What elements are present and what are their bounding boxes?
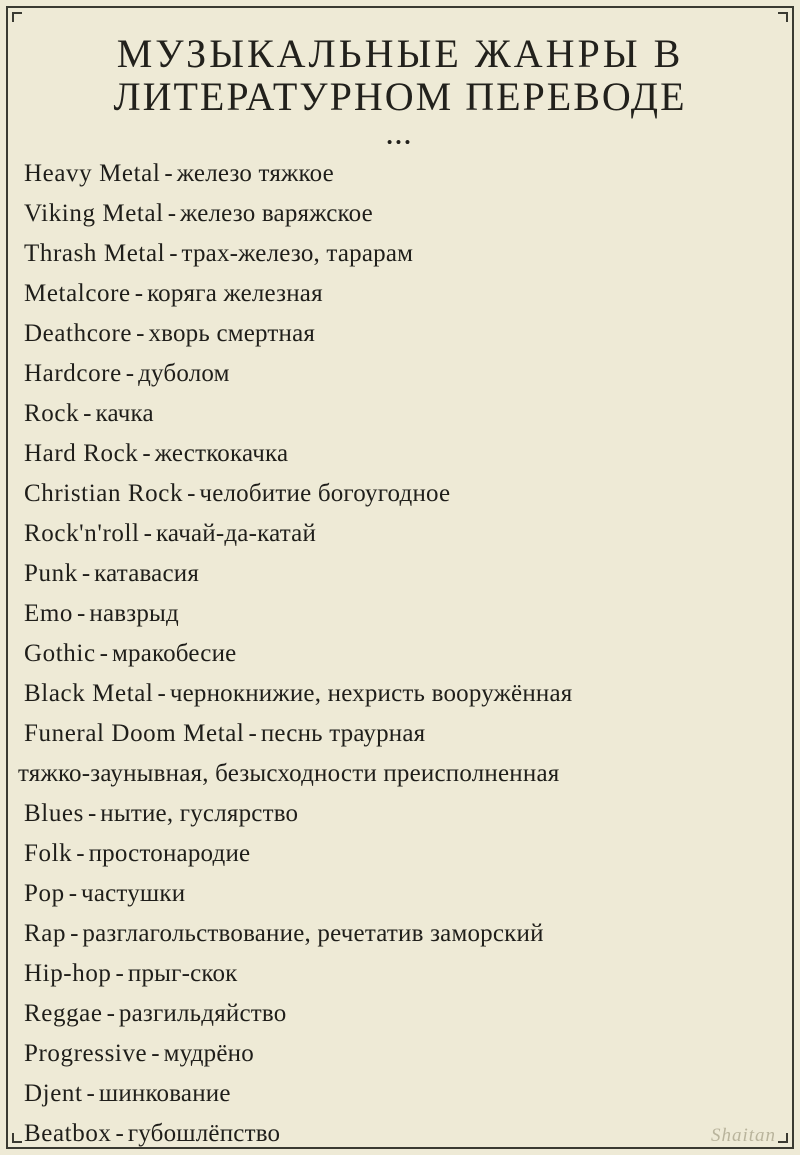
- genre-name: Black Metal: [24, 679, 154, 707]
- genre-list: [20, 154, 780, 1154]
- dash: -: [164, 159, 173, 187]
- title-line-2: ЛИТЕРАТУРНОМ ПЕРЕВОДЕ: [113, 73, 687, 119]
- genre-translation: качай-да-катай: [155, 519, 317, 547]
- dash: -: [157, 679, 166, 707]
- list-item: [24, 394, 780, 434]
- title-line-1: МУЗЫКАЛЬНЫЕ ЖАНРЫ В: [116, 31, 684, 77]
- list-item: [24, 274, 780, 314]
- genre-translation: прыг-скок: [127, 959, 238, 987]
- genre-translation: разглагольствование, речетатив заморский: [82, 919, 544, 947]
- list-item: [24, 154, 780, 194]
- genre-name: Folk: [24, 839, 73, 867]
- list-item: [24, 1034, 780, 1074]
- genre-name: Reggae: [24, 999, 103, 1027]
- genre-translation: качка: [95, 399, 154, 427]
- genre-name: Rock'n'roll: [24, 519, 140, 547]
- list-item: [24, 354, 780, 394]
- genre-name: Hip-hop: [24, 959, 112, 987]
- dash: -: [187, 479, 196, 507]
- dash: -: [115, 959, 124, 987]
- dash: -: [143, 519, 152, 547]
- dash: -: [77, 599, 86, 627]
- list-item: [24, 914, 780, 954]
- genre-name: Hard Rock: [24, 439, 139, 467]
- dash: -: [68, 879, 78, 907]
- list-item: [24, 434, 780, 474]
- dash: -: [125, 359, 135, 387]
- genre-name: Thrash Metal: [24, 239, 166, 267]
- genre-name: Rock: [24, 399, 80, 427]
- list-item: [24, 474, 780, 514]
- genre-translation-continuation: тяжко-заунывная, безысходности преисполненная: [18, 759, 560, 787]
- genre-name: Gothic: [24, 639, 96, 667]
- genre-translation: железо тяжкое: [176, 159, 334, 187]
- dash: -: [70, 919, 79, 947]
- dash: -: [248, 719, 257, 747]
- genre-name: Christian Rock: [24, 479, 184, 507]
- list-item: [24, 634, 780, 674]
- dash: -: [106, 999, 115, 1027]
- dash: -: [99, 639, 108, 667]
- dash: -: [87, 799, 97, 827]
- list-item: [24, 874, 780, 914]
- list-item: [24, 194, 780, 234]
- page-title: [20, 33, 780, 118]
- list-item: [24, 314, 780, 354]
- author-signature: Shaitan: [710, 1125, 776, 1146]
- title-separator-dots: •••: [386, 132, 414, 152]
- genre-name: Funeral Doom Metal: [24, 719, 245, 747]
- genre-name: Beatbox: [24, 1119, 112, 1147]
- list-item: [24, 234, 780, 274]
- genre-translation: песнь траурная: [260, 719, 426, 747]
- genre-translation: мракобесие: [111, 639, 237, 667]
- genre-name: Viking Metal: [24, 199, 164, 227]
- genre-translation: частушки: [81, 879, 186, 907]
- genre-translation: железо варяжское: [180, 199, 373, 227]
- genre-name: Pop: [24, 879, 65, 907]
- genre-translation: катавасия: [94, 559, 200, 587]
- genre-translation: дуболом: [138, 359, 230, 387]
- genre-translation: жесткокачка: [154, 439, 289, 467]
- genre-translation: простонародие: [88, 839, 251, 867]
- list-item: [24, 1074, 780, 1114]
- dash: -: [76, 839, 85, 867]
- genre-translation: коряга железная: [147, 279, 323, 307]
- dash: -: [151, 1039, 160, 1067]
- genre-translation: мудрёно: [163, 1039, 254, 1067]
- genre-name: Rap: [24, 919, 67, 947]
- genre-name: Heavy Metal: [24, 159, 161, 187]
- genre-translation: чернокнижие, нехристь вооружённая: [169, 679, 573, 707]
- list-item: [24, 794, 780, 834]
- list-item: [18, 714, 780, 794]
- genre-name: Emo: [24, 599, 74, 627]
- list-item: [24, 994, 780, 1034]
- dash: -: [136, 319, 145, 347]
- dash: -: [134, 279, 144, 307]
- genre-name: Metalcore: [24, 279, 131, 307]
- genre-translation: навзрыд: [89, 599, 179, 627]
- dash: -: [86, 1079, 95, 1107]
- dash: -: [83, 399, 92, 427]
- list-item: [24, 674, 780, 714]
- poster-content: [20, 12, 780, 1145]
- genre-name: Progressive: [24, 1039, 148, 1067]
- list-item: [24, 954, 780, 994]
- list-item: [24, 834, 780, 874]
- dash: -: [115, 1119, 124, 1147]
- genre-name: Deathcore: [24, 319, 133, 347]
- genre-translation: нытие, гуслярство: [100, 799, 299, 827]
- dash: -: [169, 239, 178, 267]
- dash: -: [142, 439, 151, 467]
- dash: -: [167, 199, 177, 227]
- list-item: [24, 554, 780, 594]
- genre-translation: губошлёпство: [127, 1119, 281, 1147]
- genre-name: Djent: [24, 1079, 83, 1107]
- genre-translation: челобитие богоугодное: [199, 479, 451, 507]
- dash: -: [81, 559, 91, 587]
- genre-translation: хворь смертная: [148, 319, 316, 347]
- genre-translation: разгильдяйство: [118, 999, 287, 1027]
- list-item: [24, 514, 780, 554]
- genre-translation: трах-железо, тарарам: [181, 239, 414, 267]
- genre-name: Hardcore: [24, 359, 122, 387]
- list-item: [24, 594, 780, 634]
- list-item: [24, 1114, 780, 1154]
- genre-translation: шинкование: [98, 1079, 231, 1107]
- genre-name: Blues: [24, 799, 84, 827]
- genre-name: Punk: [24, 559, 78, 587]
